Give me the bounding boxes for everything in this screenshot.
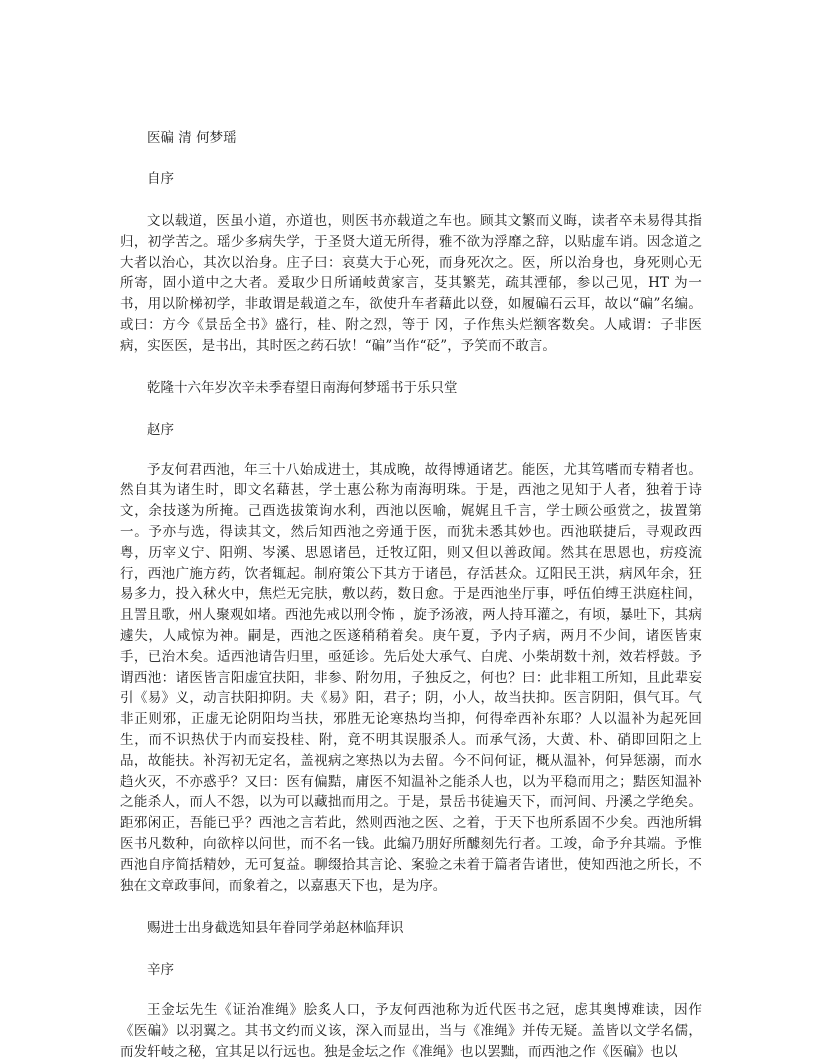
preface-body-self: 文以载道，医虽小道，亦道也，则医书亦载道之车也。顾其文繁而义晦，读者卒未易得其指归，初学苦之。瑶少多病失学，于圣贤大道无所得，雅不欲为浮靡之辞，以贴虚车诮。因念道之大者以治心，其次以治身。庄子曰：哀莫大于心死，而身死次之。医，所以治身也，身死则心无所寄，固小道中之大者。爰取少日所诵岐黄家言，芟其繁芜，疏其湮郁，参以己见，HT 为一书，用以阶梯初学，非敢谓是载道之车，欲使升车者藉此以登，如履碥石云耳，故以“碥”名编。或曰：方今《景岳全书》盛行，桂、附之烈，等于 冈，子作焦头烂额客数矣。人咸谓：子非医病，实医医，是书出，其时医之药石欤！“碥”当作“砭”，予笑而不敢言。 (120, 213, 702, 354)
preface-heading-xin: 辛序 (147, 962, 174, 979)
preface-body-xin: 王金坛先生《证治准绳》脍炙人口，予友何西池称为近代医书之冠，虑其奥博难读，因作《医碥》以羽翼之。其书文约而义该，深入而显出，当与《准绳》并传无疑。盖皆以文学名儒，而发轩岐之秘，宜其足以行远也。独是金坛之作《准绳》也以罢黜，而西池之作《医碥》也以 (120, 1002, 702, 1060)
document-title: 医碥 清 何梦瑶 (147, 130, 237, 146)
preface-body-zhao: 予友何君西池，年三十八始成进士，其成晚，故得博通诸艺。能医，尤其笃嗜而专精者也。然自其为诸生时，即文名藉甚，学士惠公称为南海明珠。于是，西池之见知于人者，独着于诗文，余技遂为所掩。己酉选拔策询水利，西池以医喻，娓娓且千言，学士顾公亟赏之，拔置第一。予亦与选，得读其文，然后知西池之旁通于医，而犹未悉其妙也。西池联捷后，寻观政西粤，历宰义宁、阳朔、岑溪、思恩诸邑，迁牧辽阳，则又但以善政闻。然其在思恩也，疠疫流行，西池广施方药，饮者辄起。制府策公下其方于诸邑，存活甚众。辽阳民王洪，病风年余，狂易多力，投入秫火中，焦烂无完肤，敷以药，数日愈。于是西池坐厅事，呼伍伯缚王洪庭柱间，且詈且歌，州人聚观如堵。西池先戒以刑令怖 ，旋予汤液，两人持耳灌之，有顷，暴吐下，其病遽失，人咸惊为神。嗣是，西池之医遂稍稍着矣。庚午夏，予内子病，两月不少间，诸医皆束手，已治木矣。适西池请告归里，亟延诊。先后处大承气、白虎、小柴胡数十剂，效若桴鼓。予谓西池：诸医皆言阳虚宜扶阳，非参、附勿用，子独反之，何也？曰：此非粗工所知，且此辈妄引《易》义，动言扶阳抑阴。夫《易》阳，君子；阴，小人，故当扶抑。医言阴阳，俱气耳。气非正则邪，正虚无论阴阳均当扶，邪胜无论寒热均当抑，何得牵西补东耶？人以温补为起死回生，而不识热伏于内而妄投桂、附，竟不明其误服杀人。而承气汤，大黄、朴、硝即回阳之上品，故能扶。补泻初无定名，盖视病之寒热以为去留。今不问何证，概从温补，何异惩溺，而水趋火灭，不亦惑乎？又曰：医有偏黠，庸医不知温补之能杀人也，以为平稳而用之；黠医知温补之能杀人，而人不怨，以为可以藏拙而用之。于是，景岳书徒遍天下，而河间、丹溪之学绝矣。距邪闲正，吾能已乎？西池之言若此，然则西池之医、之着，于天下也所系固不少矣。西池所辑医书凡数种，向欲梓以问世，而不名一钱。此编乃朋好所醵刻先行者。工竣，命予弁其端。予惟西池自序简括精妙，无可复益。聊缀拾其言论、案验之未着于篇者告诸世，使知西池之所长，不独在文章政事间，而象着之，以嘉惠天下也，是为序。 (120, 461, 702, 894)
document-page (120, 128, 702, 1063)
preface-heading-self: 自序 (147, 171, 174, 187)
preface-heading-zhao: 赵序 (147, 421, 174, 438)
preface-signature-zhao: 赐进士出身截选知县年眷同学弟赵林临拜识 (147, 920, 404, 937)
preface-signature-self: 乾隆十六年岁次辛未季春望日南海何梦瑶书于乐只堂 (147, 379, 458, 396)
